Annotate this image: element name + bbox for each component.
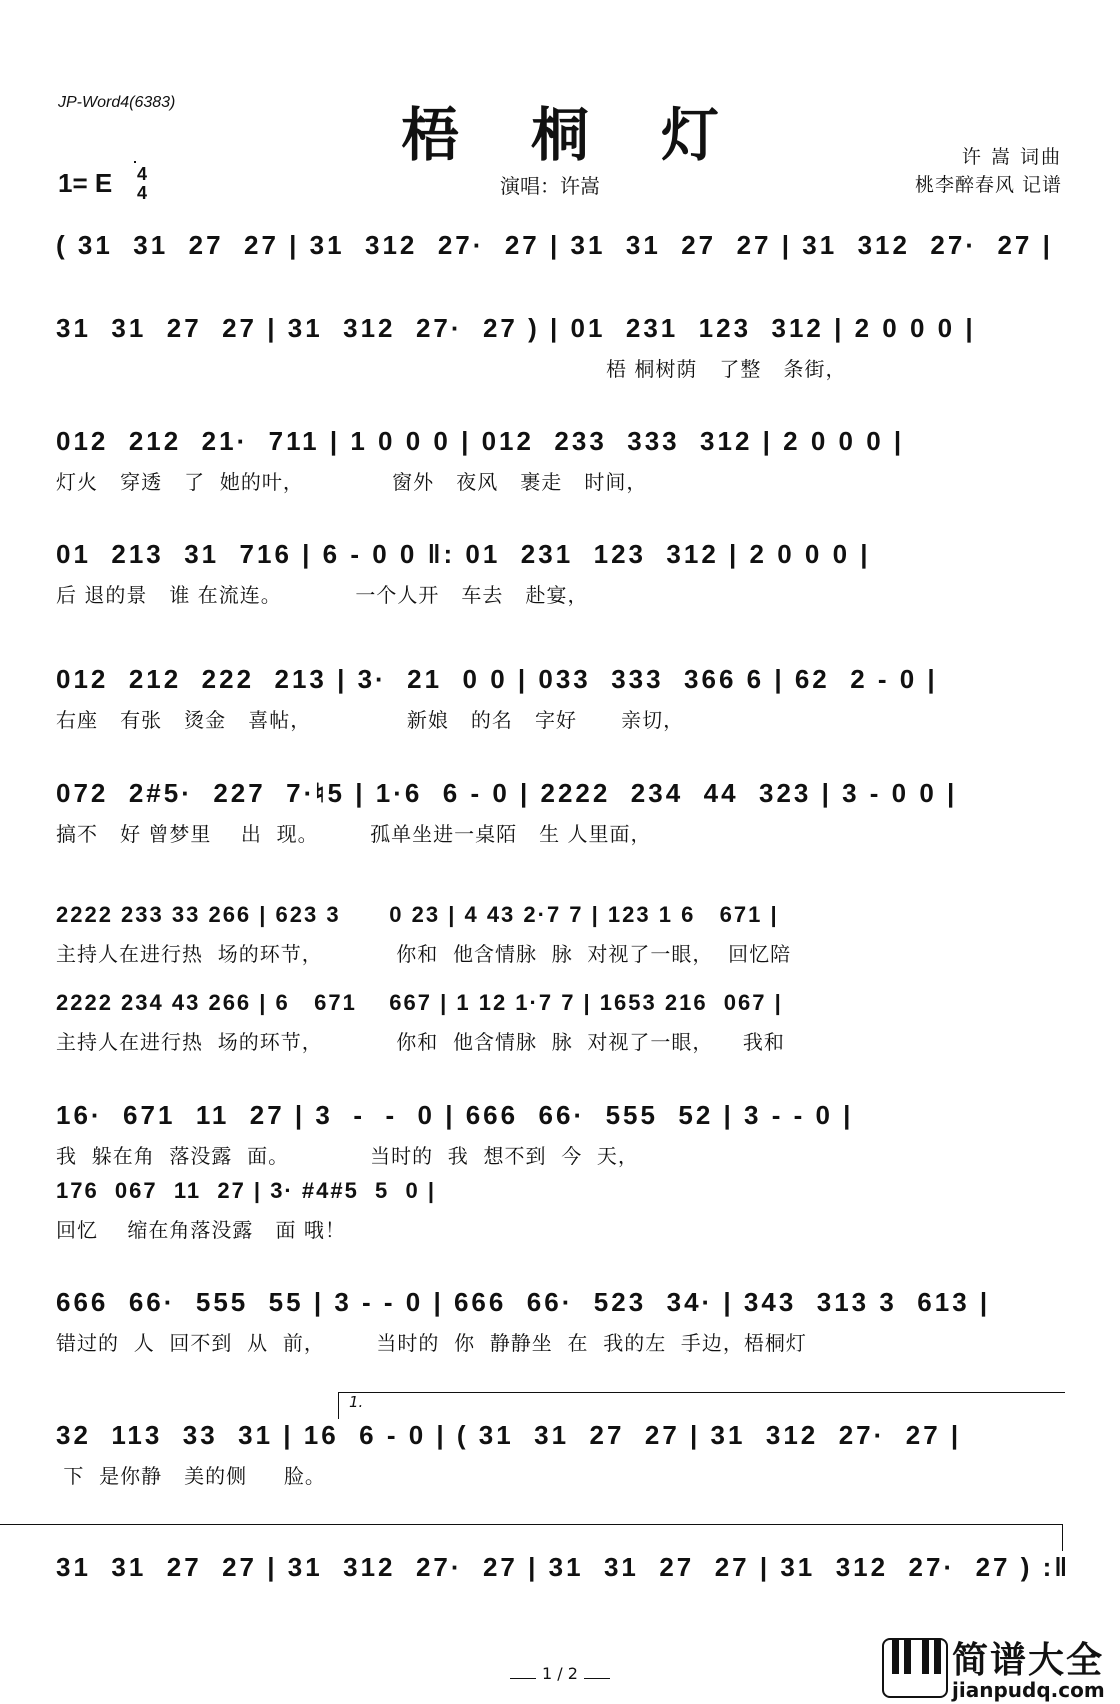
site-logo <box>882 1632 1112 1702</box>
lyrics: 后 退的景 谁 在流连。 一个人开 车去 赴宴， <box>56 583 589 607</box>
notes: 31 31 27 27 | 31 312 27· 27 | 31 31 27 27 | 31 312 27· 27 ) :‖ <box>56 1552 1071 1582</box>
lyrics: 灯火 穿透 了 她的叶， 窗外 夜风 裹走 时间， <box>56 470 648 494</box>
lyrics: 主持人在进行热 场的环节， 你和 他含情脉 脉 对视了一眼， 回忆陪 <box>56 942 792 966</box>
volta-bracket <box>338 1392 1065 1419</box>
staff-row <box>56 230 1064 286</box>
staff-row <box>56 1552 1071 1608</box>
staff-row <box>56 778 1064 846</box>
piano-icon <box>882 1638 948 1698</box>
lyrics: 右座 有张 烫金 喜帖， 新娘 的名 字好 亲切， <box>56 708 685 732</box>
staff-row <box>56 902 1064 966</box>
credit-transcriber: 桃李醉春风 记谱 <box>914 174 1062 196</box>
time-bottom: 4 <box>136 183 147 203</box>
logo-brand: 简谱大全 <box>952 1640 1105 1681</box>
notes: 176 067 11 27 | 3· #4#5 5 0 | <box>56 1178 436 1203</box>
notes: 012 212 21· 711 | 1 0 0 0 | 012 233 333 312 | 2 0 0 0 | <box>56 426 905 456</box>
notes: 2222 234 43 266 | 6 671 667 | 1 12 1·7 7 | 1653 216 067 | <box>56 990 783 1015</box>
page-label: 1 / 2 <box>542 1664 578 1683</box>
credit-composer: 许 嵩 词曲 <box>961 146 1062 168</box>
lyrics: 我 躲在角 落没露 面。 当时的 我 想不到 今 天， <box>56 1144 639 1168</box>
notes: 2222 233 33 266 | 623 3 0 23 | 4 43 2·7 7 | 123 1 6 671 | <box>56 902 779 927</box>
staff-row <box>56 1178 1064 1242</box>
staff-row <box>56 1393 1064 1488</box>
volta-label: 1. <box>349 1393 364 1411</box>
staff-row <box>56 313 1064 381</box>
time-top: 4 <box>136 164 147 184</box>
lyrics: 下 是你静 美的侧 脸。 <box>56 1464 326 1488</box>
lyrics: 主持人在进行热 场的环节， 你和 他含情脉 脉 对视了一眼， 我和 <box>56 1030 785 1054</box>
staff-row <box>56 1100 1064 1168</box>
staff-row <box>56 664 1064 732</box>
staff-row <box>56 990 1064 1054</box>
software-label: JP-Word4(6383) <box>58 94 176 111</box>
song-title: 梧桐灯 <box>400 101 791 169</box>
notes: 31 31 27 27 | 31 312 27· 27 ) | 01 231 123 312 | 2 0 0 0 | <box>56 313 976 343</box>
logo-site: jianpudq.com <box>952 1678 1105 1702</box>
notes: 072 2#5· 227 7·♮5 | 1·6 6 - 0 | 2222 234 44 323 | 3 - 0 0 | <box>56 778 958 808</box>
staff-row <box>56 539 1064 607</box>
lyrics: 搞不 好 曾梦里 出 现。 孤单坐进一桌陌 生 人里面， <box>56 822 652 846</box>
lyrics: 回忆 缩在角落没露 面 哦！ <box>56 1218 346 1242</box>
notes: 16· 671 11 27 | 3 - - 0 | 666 66· 555 52 | 3 - - 0 | <box>56 1100 854 1130</box>
notes: 01 213 31 716 | 6 - 0 0 ‖: 01 231 123 312 | 2 0 0 0 | <box>56 539 871 569</box>
staff-row <box>56 1287 1064 1355</box>
singer: 演唱：许嵩 <box>500 174 600 198</box>
notes: 012 212 222 213 | 3· 21 0 0 | 033 333 366 6 | 62 2 - 0 | <box>56 664 938 694</box>
notes: 32 113 33 31 | 16 6 - 0 | ( 31 31 27 27 | 31 312 27· 27 | <box>56 1420 962 1450</box>
time-signature <box>132 165 152 203</box>
lyrics: 梧 桐树荫 了整 条街， <box>606 357 847 381</box>
key-signature: 1= E <box>58 168 113 198</box>
notes: 666 66· 555 55 | 3 - - 0 | 666 66· 523 34· | 343 313 3 613 | <box>56 1287 991 1317</box>
volta-bracket <box>0 1524 1063 1551</box>
staff-row <box>56 426 1064 494</box>
lyrics: 错过的 人 回不到 从 前， 当时的 你 静静坐 在 我的左 手边，梧桐灯 <box>56 1331 807 1355</box>
notes: ( 31 31 27 27 | 31 312 27· 27 | 31 31 27 27 | 31 312 27· 27 | <box>56 230 1053 260</box>
